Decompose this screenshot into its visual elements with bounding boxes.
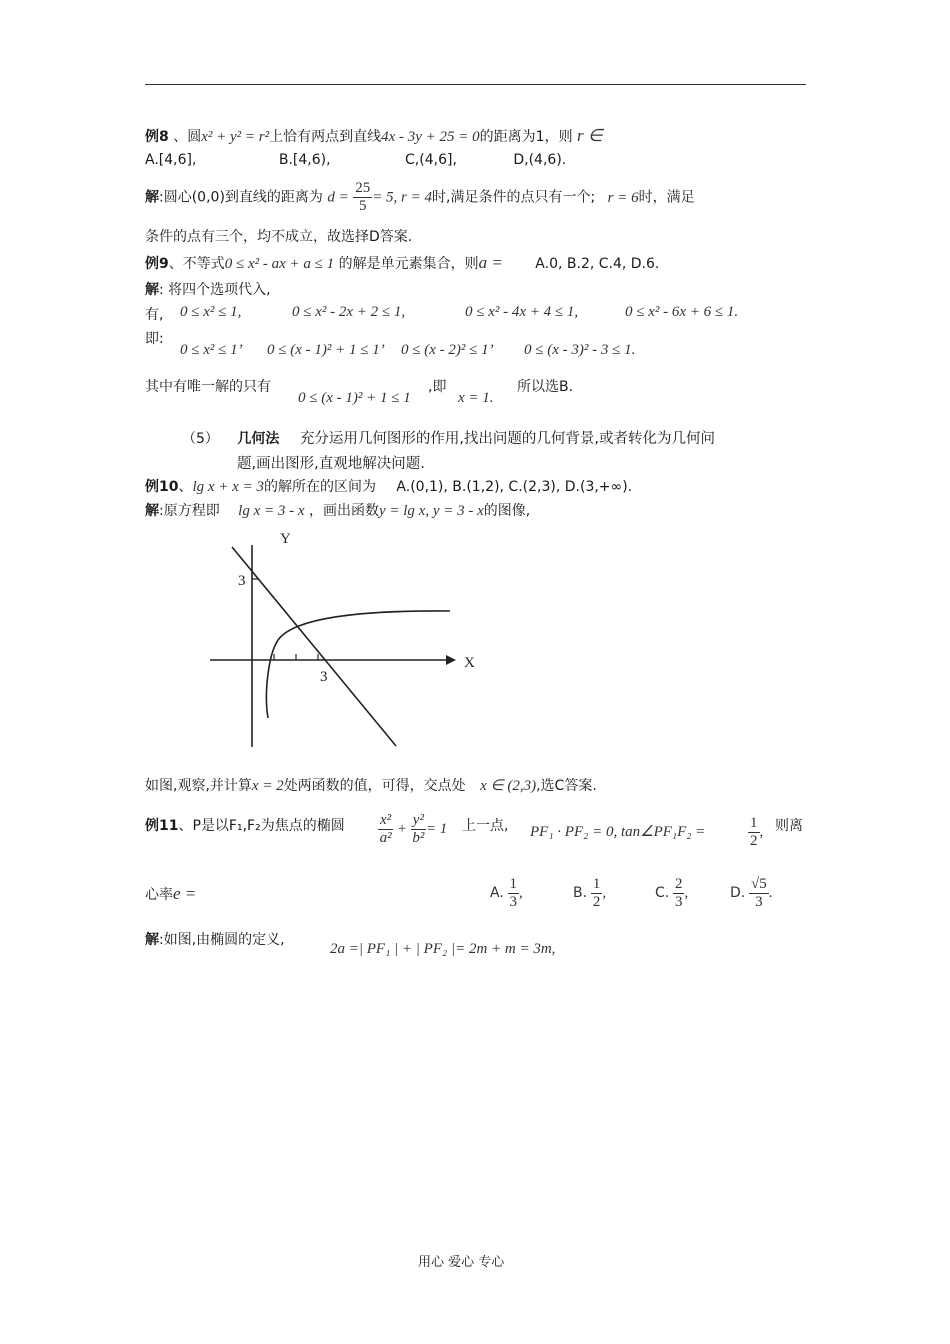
solution-9-conclusion: 其中有唯一解的只有 [145,379,271,395]
observation-text-2: 处两函数的值，可得，交点处 [283,778,466,794]
frac-y2-b2 [411,812,426,847]
solution-10-text-3: 的图像, [483,503,531,519]
solution-9-you: 有, [145,307,164,323]
solution-9-ji: 即: [145,331,164,347]
rewritten-equation: lg x = 3 - x [238,503,305,519]
frac-num: y² [412,812,424,828]
frac-den: 2 [750,833,758,849]
observation-line [145,775,597,795]
option-d: D,(4,6). [513,152,567,168]
solution-8-text-2: 时,满足条件的点只有一个; [432,189,596,206]
plus-sign: + [396,820,408,837]
example-8-text-end: 的距离为1，则 [479,129,573,145]
frac-den: 3 [755,894,763,910]
unique-solution-ineq: 0 ≤ (x - 1)² + 1 ≤ 1 [298,390,411,406]
distance-eq: d = [327,189,349,206]
solution-9-ji-2: ,即 [428,379,447,395]
substituted-ineq-3: 0 ≤ x² - 4x + 4 ≤ 1, [465,304,579,320]
a-equals: a = [478,253,503,272]
fraction-25-5 [353,180,372,215]
frac-den: b² [412,830,425,846]
option-a-11: A. $\frac{1}{3}$ , [490,876,523,910]
solution-10-text-2: ，画出函数 [308,503,379,519]
frac-den: 5 [358,198,367,214]
ellipse-equation [378,812,447,847]
page-footer: 用心 爱心 专心 [418,1255,505,1270]
solution-11-text: :如图,由椭圆的定义, [159,932,285,948]
frac-den: 3 [509,894,518,910]
x-tick-label: 3 [320,669,328,685]
line-y-3-minus-x [232,547,396,746]
example-9-text-2: 的解是单元素集合，则 [338,256,479,272]
option-b-11: B. $\frac{1}{2}$ , [573,876,607,910]
curve-lg-x [266,611,450,718]
equivalent-ineq-4: 0 ≤ (x - 3)² - 3 ≤ 1. [524,342,636,358]
eccentricity-label: 心率 [145,887,173,903]
solution-8-text: :圆心(0,0)到直线的距离为 [159,189,323,206]
solution-label: 解 [145,189,159,206]
solution-10 [145,500,530,520]
function-pair: y = lg x, y = 3 - x [378,503,484,519]
function-graph [200,525,490,755]
solution-11 [145,929,285,949]
distance-result: = 5, r = 4 [372,189,433,206]
x-equals-2: x = 2 [251,778,284,794]
example-10-text: 的解所在的区间为 [263,479,376,495]
example-11-label: 例11 [145,818,179,834]
line-equation: 4x - 3y + 25 = 0 [381,129,480,145]
solution-9-text: : 将四个选项代入, [159,282,271,298]
circle-equation: x² + y² = r² [201,129,270,145]
comma: , [759,823,764,840]
section-5-text-1: 充分运用几何图形的作用,找出问题的几何背景,或者转化为几何问 [299,431,716,447]
solution-9-choice: 所以选B. [517,379,574,395]
r-equals-6: r = 6 [607,189,639,206]
frac-1-2 [748,815,760,850]
example-8-label: 例8 [145,129,169,145]
frac-x2-a2 [378,812,393,847]
solution-8-line-2: 条件的点有三个，均不成立，故选择D答案. [145,229,413,245]
x-axis-label: X [464,655,475,671]
observation-text: 如图,观察,并计算 [145,778,252,794]
header-rule [145,84,806,85]
substituted-ineq-2: 0 ≤ x² - 2x + 2 ≤ 1, [292,304,406,320]
option-b: B.[4,6), [278,152,331,168]
substituted-ineq-1: 0 ≤ x² ≤ 1, [180,304,242,320]
frac-option-a [508,876,520,911]
solution-label: 解 [145,282,159,298]
frac-num: 1 [509,876,518,892]
solution-9-intro [145,279,271,299]
frac-num: √5 [750,876,767,892]
frac-option-c [673,876,685,911]
x-axis-arrow [446,655,456,665]
interval-answer: x ∈ (2,3) [480,778,537,794]
option-d-11: D. $\frac{√5}{3}$ . [730,876,773,910]
example-8-sep: 、圆 [173,129,202,145]
example-11-start [145,815,345,835]
frac-num: 1 [592,876,601,892]
frac-den: a² [379,830,392,846]
section-5-text-2: 题,画出图形,直观地解决问题. [237,456,425,472]
example-9-question [145,253,659,273]
solution-8-text-3: 时，满足 [638,189,695,206]
option-letter: C. [655,884,670,901]
frac-option-d [749,876,769,911]
example-11-text: 、P是以F₁,F₂为焦点的椭圆 [178,818,345,834]
ellipse-definition-equation: 2a =| PF₁ | + | PF₂ |= 2m + m = 3m, [330,941,556,957]
equals-one: = 1 [425,820,448,837]
section-title: 几何法 [237,431,280,447]
section-5-heading [182,427,715,448]
frac-num: 2 [674,876,683,892]
example-9-text: 、不等式 [168,256,225,272]
example-11-text-3: 则离 [775,818,803,834]
solution-label: 解 [145,503,159,519]
e-equals: e = [173,884,197,903]
frac-den: 3 [674,894,683,910]
inequality: 0 ≤ x² - ax + a ≤ 1 [224,256,335,272]
example-10-question [145,476,632,496]
example-8-options [145,152,566,168]
example-10-sep: 、 [178,479,193,495]
equivalent-ineq-1: 0 ≤ x² ≤ 1’ [180,342,243,358]
option-c-11: C. $\frac{2}{3}$ , [655,876,689,910]
frac-num: x² [380,812,392,828]
option-letter: A. [490,884,504,901]
example-9-label: 例9 [145,256,169,272]
option-letter: D. [730,884,746,901]
log-equation: lg x + x = 3 [192,479,264,495]
x-equals-1: x = 1. [458,390,494,406]
solution-label: 解 [145,932,159,948]
solution-8-line-1 [145,180,695,215]
frac-num: 1 [750,815,758,831]
r-in-symbol: r ∈ [577,126,603,145]
equivalent-ineq-2: 0 ≤ (x - 1)² + 1 ≤ 1’ [267,342,385,358]
frac-den: 2 [592,894,601,910]
equivalent-ineq-3: 0 ≤ (x - 2)² ≤ 1’ [401,342,494,358]
example-8-question [145,126,603,146]
example-11-text-2: 上一点, [462,818,509,834]
solution-10-text: :原方程即 [159,503,220,519]
option-c: C,(4,6], [405,152,457,168]
half-fraction [748,815,763,850]
option-letter: B. [573,884,588,901]
frac-option-b [591,876,603,911]
example-10-options: A.(0,1), B.(1,2), C.(2,3), D.(3,+∞). [396,479,633,495]
example-10-label: 例10 [145,479,179,495]
y-tick-label: 3 [238,573,246,589]
substituted-ineq-4: 0 ≤ x² - 6x + 6 ≤ 1. [625,304,739,320]
option-a: A.[4,6], [145,152,197,168]
eccentricity-line [145,884,196,904]
vector-condition: PF₁ · PF₂ = 0, tan∠PF₁F₂ = [530,824,706,840]
y-axis-label: Y [280,531,291,547]
section-number: （5） [182,431,219,447]
frac-num: 25 [355,180,371,196]
example-9-options: A.0, B.2, C.4, D.6. [535,256,660,272]
observation-text-3: ,选C答案. [536,778,597,794]
example-8-text: 上恰有两点到直线 [269,129,382,145]
